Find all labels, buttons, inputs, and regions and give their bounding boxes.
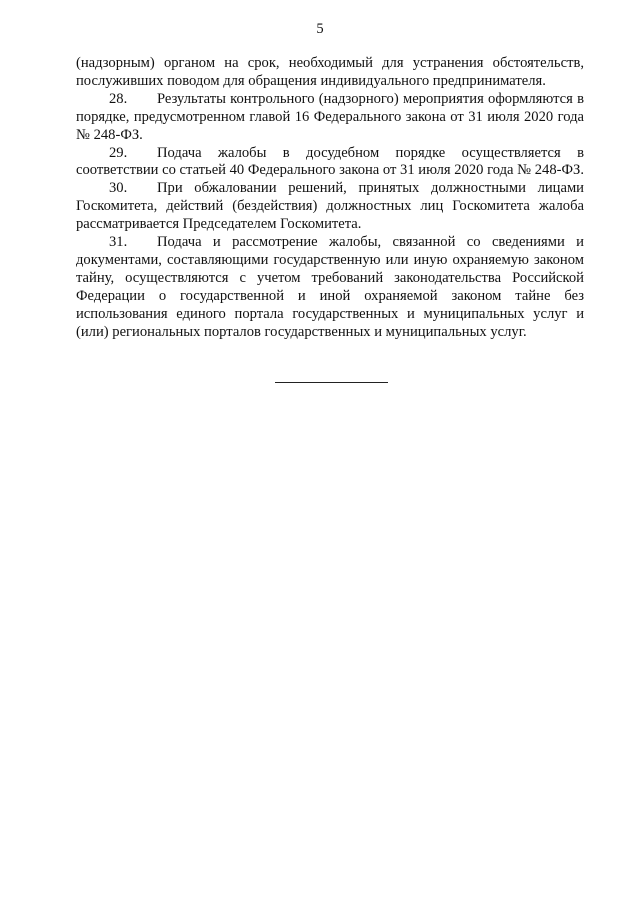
paragraph-item-31 [76,234,584,341]
item-number: 29. [109,144,128,161]
document-body [76,55,584,342]
page-number: 5 [316,21,324,37]
item-text: Подача жалобы в досудебном порядке осуществляется в соответствии со статьей 40 Федерального закона от 31 июля 2020 года № 248-ФЗ. [76,144,584,179]
paragraph-item-29 [76,145,584,181]
paragraph-item-28 [76,91,584,145]
item-number: 30. [109,180,128,197]
item-text: Подача и рассмотрение жалобы, связанной со сведениями и документами, составляющими государственную или иную охраняемую законом тайну, осуществляются с учетом требований законодательства Российской Федерации о государственной и иной охраняемой законом тайне без использования единого портала государственных и муниципальных услуг и (или) региональных порталов государственных и муниципальных услуг. [76,234,584,340]
paragraph-continuation: (надзорным) органом на срок, необходимый для устранения обстоятельств, послуживших поводом для обращения индивидуального предпринимателя. [76,55,584,89]
item-text: Результаты контрольного (надзорного) мероприятия оформляются в порядке, предусмотренном главой 16 Федерального закона от 31 июля 2020 года № 248-ФЗ. [76,90,584,143]
item-number: 28. [109,90,128,107]
paragraph-item-30 [76,180,584,234]
item-text: При обжаловании решений, принятых должностными лицами Госкомитета, действий (бездействия) должностных лиц Госкомитета жалоба рассматривается Председателем Госкомитета. [76,180,584,233]
end-divider-line [275,382,388,383]
item-number: 31. [109,234,128,251]
